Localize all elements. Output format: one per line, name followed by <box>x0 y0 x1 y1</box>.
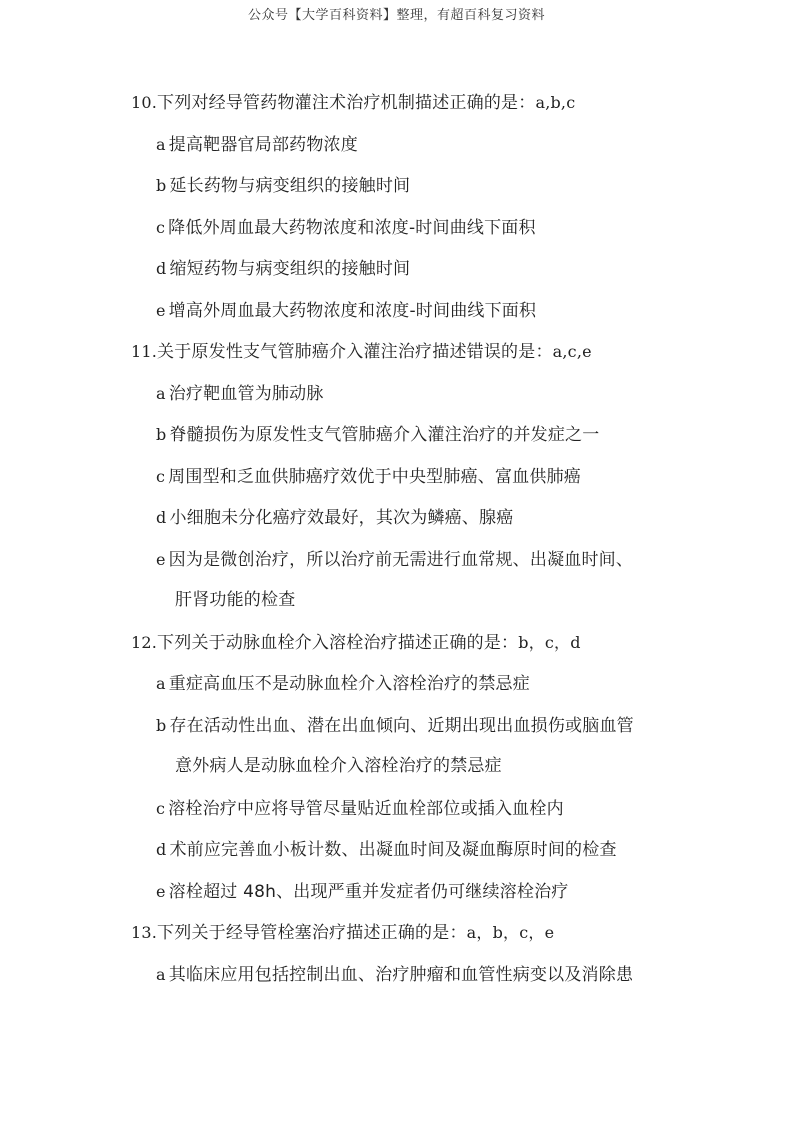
option-10e <box>131 290 731 332</box>
option-12b-continued <box>131 746 731 788</box>
question-answer: a，b，c，e <box>466 923 555 942</box>
question-11-stem <box>131 331 731 373</box>
option-10b <box>131 165 731 207</box>
option-10d <box>131 248 731 290</box>
option-text: 周围型和乏血供肺癌疗效优于中央型肺癌、富血供肺癌 <box>168 466 581 487</box>
option-letter: a <box>156 674 166 693</box>
option-12b <box>131 705 731 747</box>
option-11c <box>131 456 731 498</box>
option-text: 延长药物与病变组织的接触时间 <box>169 176 411 196</box>
option-letter: a <box>156 383 166 403</box>
option-text: 降低外周血最大药物浓度和浓度-时间曲线下面积 <box>168 217 536 238</box>
option-text: 肝肾功能的检查 <box>175 590 296 610</box>
option-letter: a <box>156 134 166 154</box>
question-answer: b，c，d <box>518 632 581 652</box>
option-letter: e <box>156 881 166 901</box>
option-letter: b <box>156 425 167 444</box>
option-12c <box>131 788 731 830</box>
option-13a <box>131 954 731 996</box>
question-answer: a,c,e <box>552 342 592 361</box>
question-number: 12. <box>131 632 158 652</box>
option-12a <box>131 663 731 705</box>
option-12d <box>131 829 731 871</box>
question-answer: a,b,c <box>535 93 576 112</box>
question-number: 10. <box>131 93 158 112</box>
option-text: 溶栓超过 48h、出现严重并发症者仍可继续溶栓治疗 <box>168 881 569 902</box>
option-11b <box>131 414 731 456</box>
option-text: 提高靶器官局部药物浓度 <box>168 134 358 155</box>
option-12e <box>131 871 731 913</box>
option-text: 术前应完善血小板计数、出凝血时间及凝血酶原时间的检查 <box>169 840 617 860</box>
option-text: 治疗靶血管为肺动脉 <box>168 383 324 404</box>
question-text: 下列关于动脉血栓介入溶栓治疗描述正确的是： <box>157 632 519 653</box>
question-12-stem <box>131 622 731 664</box>
option-letter: d <box>156 508 167 527</box>
question-text: 下列对经导管药物灌注术治疗机制描述正确的是： <box>157 93 536 113</box>
option-10a <box>131 124 731 166</box>
option-text: 其临床应用包括控制出血、治疗肿瘤和血管性病变以及消除患 <box>168 964 634 985</box>
option-letter: d <box>156 840 167 859</box>
option-text: 存在活动性出血、潜在出血倾向、近期出现出血损伤或脑血管 <box>169 715 634 736</box>
page-header: 公众号【大学百科资料】整理，有超百科复习资料 <box>247 8 545 23</box>
question-number: 11. <box>131 342 158 361</box>
option-letter: c <box>156 217 166 237</box>
question-13-stem <box>131 912 731 954</box>
question-10-stem <box>131 82 731 124</box>
option-text: 小细胞未分化癌疗效最好，其次为鳞癌、腺癌 <box>169 508 514 528</box>
option-text: 缩短药物与病变组织的接触时间 <box>169 259 411 279</box>
option-letter: b <box>156 715 167 735</box>
option-text: 增高外周血最大药物浓度和浓度-时间曲线下面积 <box>168 300 537 321</box>
option-10c <box>131 207 731 249</box>
option-letter: e <box>156 549 166 569</box>
option-letter: d <box>156 259 167 278</box>
question-text: 下列关于经导管栓塞治疗描述正确的是： <box>157 923 467 943</box>
option-letter: c <box>156 798 166 818</box>
option-11d <box>131 497 731 539</box>
option-text: 脊髓损伤为原发性支气管肺癌介入灌注治疗的并发症之一 <box>169 425 600 445</box>
question-list <box>131 82 731 995</box>
option-11a <box>131 373 731 415</box>
option-letter: b <box>156 176 167 195</box>
question-number: 13. <box>131 923 158 942</box>
question-text: 关于原发性支气管肺癌介入灌注治疗描述错误的是： <box>157 342 553 362</box>
option-text: 因为是微创治疗，所以治疗前无需进行血常规、出凝血时间、 <box>168 549 634 570</box>
option-letter: c <box>156 466 166 486</box>
option-11e-continued <box>131 580 731 622</box>
option-text: 重症高血压不是动脉血栓介入溶栓治疗的禁忌症 <box>168 674 530 694</box>
option-text: 溶栓治疗中应将导管尽量贴近血栓部位或插入血栓内 <box>168 798 564 819</box>
option-text: 意外病人是动脉血栓介入溶栓治疗的禁忌症 <box>175 756 502 776</box>
option-letter: a <box>156 964 166 984</box>
option-letter: e <box>156 300 166 320</box>
option-11e <box>131 539 731 581</box>
